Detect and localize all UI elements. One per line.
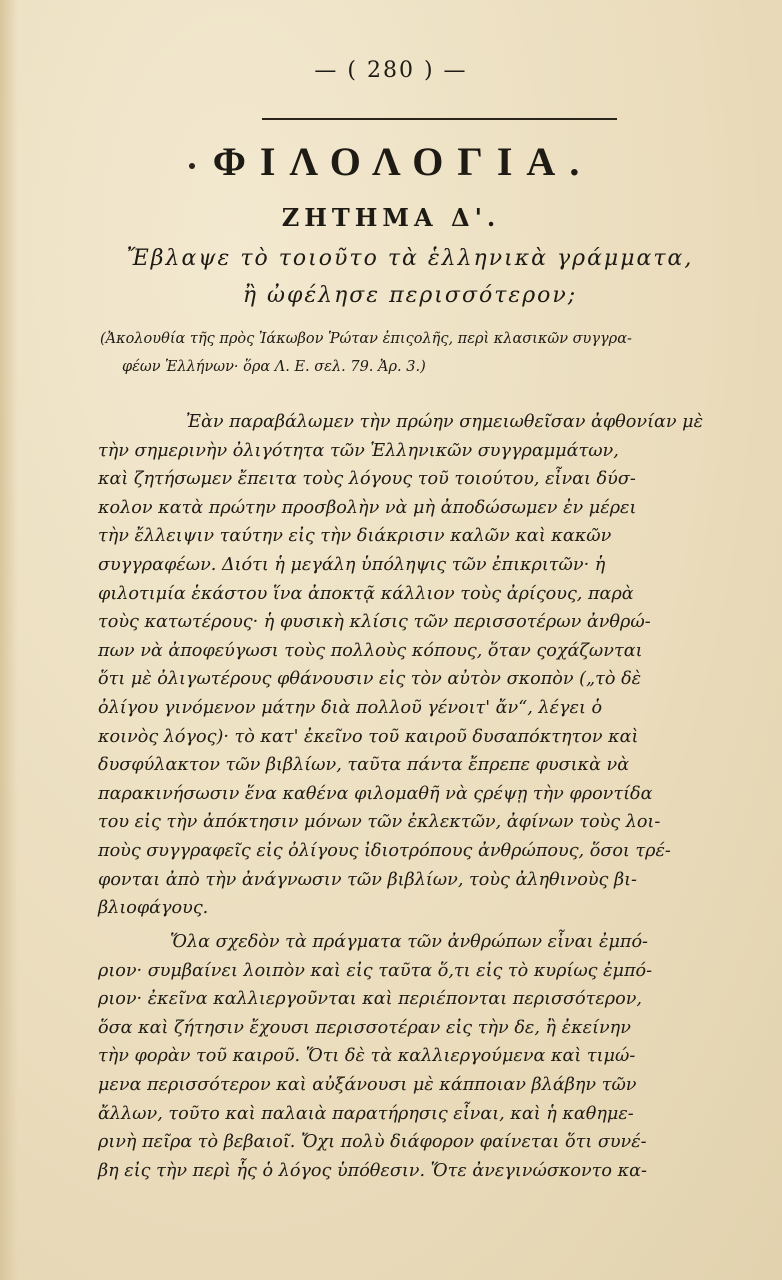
text-line: ἄλλων, τοῦτο καὶ παλαιὰ παρατήρησις εἶναι, καὶ ἡ καθημε-: [98, 1103, 634, 1124]
text-line: δυσφύλακτον τῶν βιβλίων, ταῦτα πάντα ἔπρεπε φυσικὰ νὰ: [98, 755, 630, 776]
text-line: μενα περισσότερον καὶ αὐξάνουσι μὲ κάπποιαν βλάβην τῶν: [98, 1074, 637, 1095]
text-line: παρακινήσωσιν ἕνα καθένα φιλομαθῆ νὰ ςρέψῃ τὴν φροντίδα: [98, 783, 653, 804]
reference-note: [100, 325, 740, 381]
text-line: βλιοφάγους.: [98, 898, 209, 919]
text-line: καὶ ζητήσωμεν ἔπειτα τοὺς λόγους τοῦ τοιούτου, εἶναι δύσ-: [98, 469, 636, 490]
title-text: ΦΙΛΟΛΟΓΙΑ.: [212, 139, 594, 184]
page-title: [0, 138, 782, 185]
text-line: κολον κατὰ πρώτην προσβολὴν νὰ μὴ ἀποδώσωμεν ἐν μέρει: [98, 497, 637, 518]
text-line: ρινὴ πεῖρα τὸ βεβαιοῖ. Ὄχι πολὺ διάφορον φαίνεται ὅτι συνέ-: [98, 1132, 647, 1153]
text-line: ὅσα καὶ ζήτησιν ἔχουσι περισσοτέραν εἰς τὴν δε, ἢ ἐκείνην: [98, 1017, 631, 1038]
title-ornament: [189, 163, 195, 169]
text-line: του εἰς τὴν ἀπόκτησιν μόνων τῶν ἐκλεκτῶν, ἀφίνων τοὺς λοι-: [98, 812, 661, 833]
text-line: πων νὰ ἀποφεύγωσι τοὺς πολλοὺς κόπους, ὅταν ςοχάζωνται: [98, 640, 643, 661]
text-line: ὀλίγου γινόμενον μάτην διὰ πολλοῦ γένοιτ' ἄν“, λέγει ὁ: [98, 697, 603, 718]
reference-line: φέων Ἑλλήνων· ὅρα Λ. Ε. σελ. 79. Ἀρ. 3.): [122, 359, 426, 375]
text-line: κοινὸς λόγος)· τὸ κατ' ἐκεῖνο τοῦ καιροῦ δυσαπόκτητον καὶ: [98, 726, 639, 747]
text-line: Ἐὰν παραβάλωμεν τὴν πρώην σημειωθεῖσαν ἀφθονίαν μὲ: [186, 412, 704, 432]
question-line: Ἔβλαψε τὸ τοιοῦτο τὰ ἑλληνικὰ γράμματα,: [126, 246, 694, 271]
text-line: ὅτι μὲ ὀλιγωτέρους φθάνουσιν εἰς τὸν αὐτὸν σκοπὸν („τὸ δὲ: [98, 669, 642, 690]
question-heading: [60, 240, 760, 314]
page-edge-shadow: [0, 0, 18, 1280]
text-line: ποὺς συγγραφεῖς εἰς ὀλίγους ἰδιοτρόπους ἀνθρώπους, ὅσοι τρέ-: [98, 840, 671, 861]
text-line: ριον· ἐκεῖνα καλλιεργοῦνται καὶ περιέπονται περισσότερον,: [98, 989, 643, 1010]
text-line: συγγραφέων. Διότι ἡ μεγάλη ὑπόληψις τῶν ἐπικριτῶν· ἡ: [98, 554, 606, 575]
text-line: Ὅλα σχεδὸν τὰ πράγματα τῶν ἀνθρώπων εἶναι ἐμπό-: [170, 932, 649, 952]
text-line: τοὺς κατωτέρους· ἡ φυσικὴ κλίσις τῶν περισσοτέρων ἀνθρώ-: [98, 612, 651, 633]
text-line: φονται ἀπὸ τὴν ἀνάγνωσιν τῶν βιβλίων, τοὺς ἀληθινοὺς βι-: [98, 869, 637, 890]
section-subtitle: ΖΗΤΗΜΑ Δ'.: [281, 203, 501, 232]
text-line: βη εἰς τὴν περὶ ἧς ὁ λόγος ὑπόθεσιν. Ὅτε ἀνεγινώσκοντο κα-: [98, 1160, 647, 1181]
text-line: τὴν σημερινὴν ὀλιγότητα τῶν Ἑλληνικῶν συγγραμμάτων,: [98, 440, 619, 461]
header-rule: [262, 118, 617, 120]
question-line: ἢ ὠφέλησε περισσότερον;: [242, 283, 578, 308]
text-line: ριον· συμβαίνει λοιπὸν καὶ εἰς ταῦτα ὅ,τι εἰς τὸ κυρίως ἐμπό-: [98, 960, 653, 981]
text-line: φιλοτιμία ἑκάστου ἵνα ἀποκτᾷ κάλλιον τοὺς ἀρίςους, παρὰ: [98, 583, 634, 604]
page-number: — ( 280 ) —: [314, 58, 468, 83]
text-line: τὴν ἔλλειψιν ταύτην εἰς τὴν διάκρισιν καλῶν καὶ κακῶν: [98, 526, 612, 547]
paragraph-2: [98, 928, 758, 1185]
text-line: τὴν φορὰν τοῦ καιροῦ. Ὅτι δὲ τὰ καλλιεργούμενα καὶ τιμώ-: [98, 1046, 636, 1067]
paragraph-1: [98, 408, 758, 923]
reference-line: (Ἀκολουθία τῆς πρὸς Ἰάκωβον Ῥώταν ἐπιςολῆς, περὶ κλασικῶν συγγρα-: [100, 331, 632, 347]
